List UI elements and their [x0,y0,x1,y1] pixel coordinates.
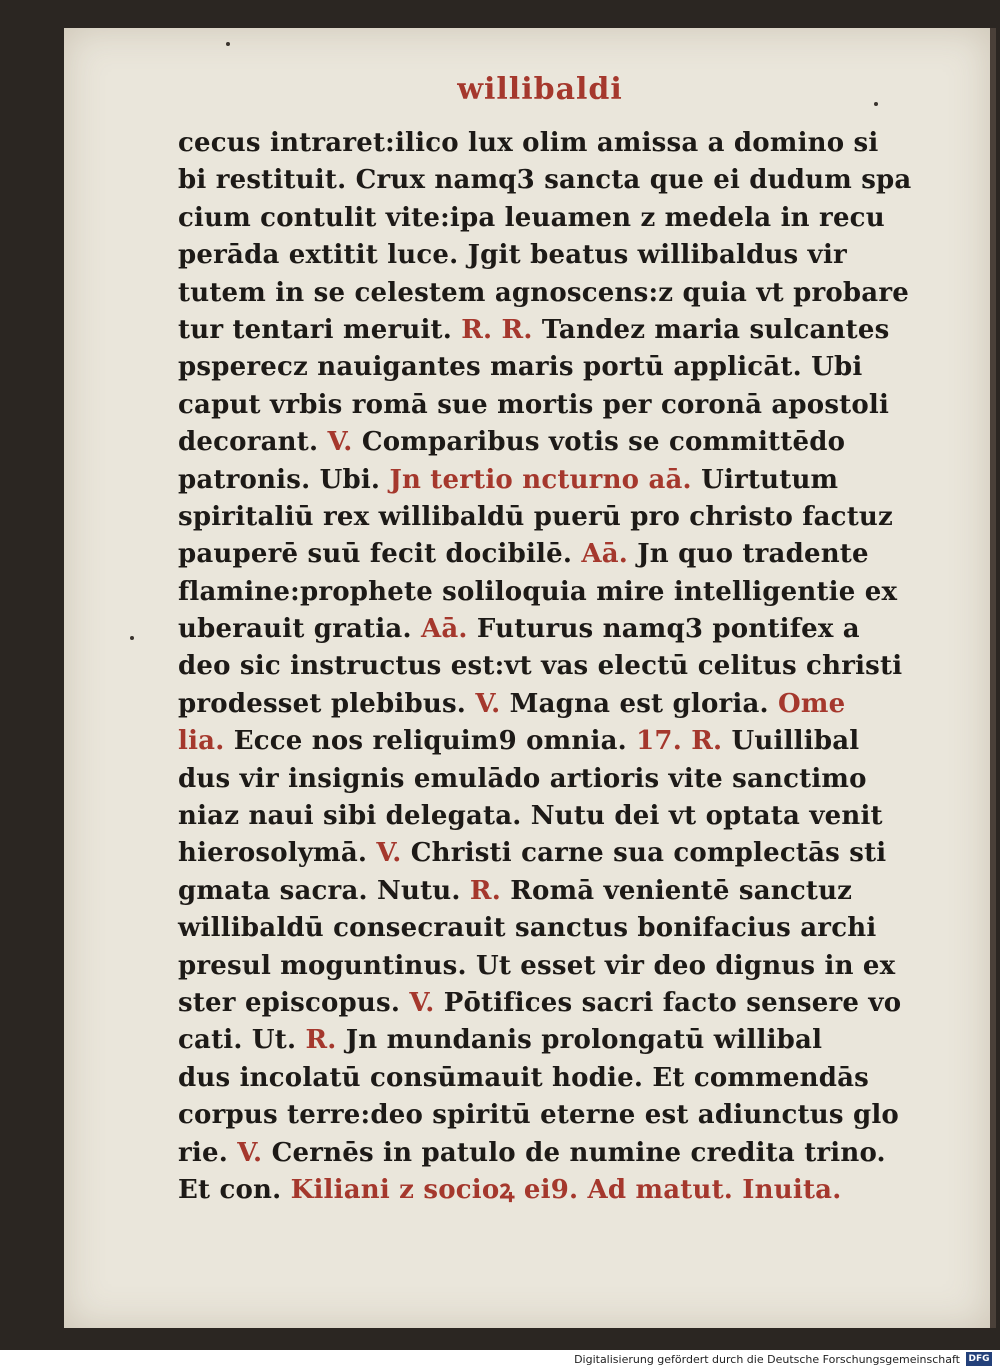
rubric-text: V. [376,838,411,869]
text-line [178,574,913,611]
body-text: Et con. [178,1174,291,1205]
text-line [178,349,913,386]
text-line [178,1135,913,1172]
body-text: bi restituit. Crux namq3 sancta que ei dudum spa [178,165,912,196]
text-line [178,387,913,424]
body-text: Uirtutum [701,464,839,495]
text-line [178,761,913,798]
body-text: cati. Ut. [178,1025,306,1056]
page-text [178,125,913,1209]
body-text: Jn quo tradente [637,539,869,570]
text-line [178,1097,913,1134]
body-text: corpus terre:deo spiritū eterne est adiunctus glo [178,1100,899,1131]
body-text: Tandez maria sulcantes [541,314,890,345]
text-line [178,1172,913,1209]
body-text: presul moguntinus. Ut esset vir deo dignus in ex [178,950,896,981]
paper-speck [226,42,230,46]
body-text: willibaldū consecrauit sanctus bonifacius archi [178,913,877,944]
body-text: spiritaliū rex willibaldū puerū pro christo factuz [178,501,893,532]
body-text: cium contulit vite:ipa leuamen z medela in recu [178,202,885,233]
body-text: patronis. Ubi. [178,464,390,495]
text-line [178,798,913,835]
body-text: cecus intraret:ilico lux olim amissa a domino si [178,128,879,158]
text-line [178,462,913,499]
body-text: deo sic instructus est:vt vas electū celitus christi [178,651,903,682]
body-text: pauperē suū fecit docibilē. [178,539,582,570]
text-line [178,723,913,760]
dfg-logo: DFG [966,1352,992,1366]
rubric-text: R. [305,1025,346,1056]
rubric-text: V. [475,688,510,719]
body-text: Pōtifices sacri facto sensere vo [443,987,902,1018]
text-line [178,1060,913,1097]
body-text: gmata sacra. Nutu. [178,875,470,906]
text-line [178,835,913,872]
paper-speck [130,636,134,640]
body-text: Jn mundanis prolongatū willibal [345,1025,823,1056]
body-text: Ecce nos reliquim9 omnia. [233,726,637,757]
body-text: flamine:prophete soliloquia mire intelligentie ex [178,576,898,607]
body-text: prodesset plebibus. [178,688,476,719]
text-line [178,275,913,312]
body-text: Romā venientē sanctuz [510,875,853,906]
body-text: tur tentari meruit. [178,314,462,345]
body-text: dus vir insignis emulādo artioris vite sanctimo [178,763,867,794]
body-text: rie. [178,1137,238,1168]
text-line [178,1022,913,1059]
body-text: Magna est gloria. [509,688,779,719]
text-line [178,873,913,910]
body-text: Uuillibal [731,726,860,757]
text-line [178,312,913,349]
rubric-text: Ome [778,688,846,719]
rubric-text: Aā. [420,614,477,645]
text-line [178,536,913,573]
rubric-text: Jn tertio ncturno aā. [389,464,702,495]
text-line [178,611,913,648]
body-text: Futurus namq3 pontifex a [476,614,860,645]
text-line [178,200,913,237]
body-text: ster episcopus. [178,987,410,1018]
rubric-text: Aā. [581,539,638,570]
body-text: caput vrbis romā sue mortis per coronā apostoli [178,389,890,420]
body-text: uberauit gratia. [178,614,421,645]
rubric-text: Kiliani z socioꝝ ei9. Ad matut. Inuita. [290,1174,842,1205]
body-text: dus incolatū consūmauit hodie. Et commendās [178,1062,869,1093]
text-line [178,686,913,723]
body-text: Cernēs in patulo de numine credita trino. [271,1137,886,1168]
rubric-text: R. [469,875,511,906]
body-text: hierosolymā. [178,838,377,869]
rubric-text: V. [409,987,444,1018]
text-line [178,910,913,947]
body-text: niaz naui sibi delegata. Nutu dei vt optata venit [178,801,883,832]
body-text: perāda extitit luce. Jgit beatus willibaldus vir [178,240,847,271]
text-line [178,424,913,461]
rubric-text: lia. [178,726,234,757]
rubric-text: R. R. [461,314,542,345]
funding-notice: Digitalisierung gefördert durch die Deutsche Forschungsgemeinschaft [574,1353,960,1366]
rubric-text: V. [237,1137,272,1168]
rubric-text: V. [327,427,362,458]
body-text: decorant. [178,427,328,458]
text-line [178,499,913,536]
running-header: willibaldi [457,72,623,107]
text-line [178,162,913,199]
body-text: Comparibus votis se committēdo [361,427,846,458]
body-text: Christi carne sua complectās sti [410,838,887,869]
text-line [178,948,913,985]
body-text: psperecz nauigantes maris portū applicāt. Ubi [178,352,863,383]
text-line [178,985,913,1022]
text-line [178,125,913,162]
rubric-text: 17. R. [636,726,732,757]
text-line [178,237,913,274]
body-text: tutem in se celestem agnoscens:z quia vt probare [178,277,909,308]
text-line [178,648,913,685]
